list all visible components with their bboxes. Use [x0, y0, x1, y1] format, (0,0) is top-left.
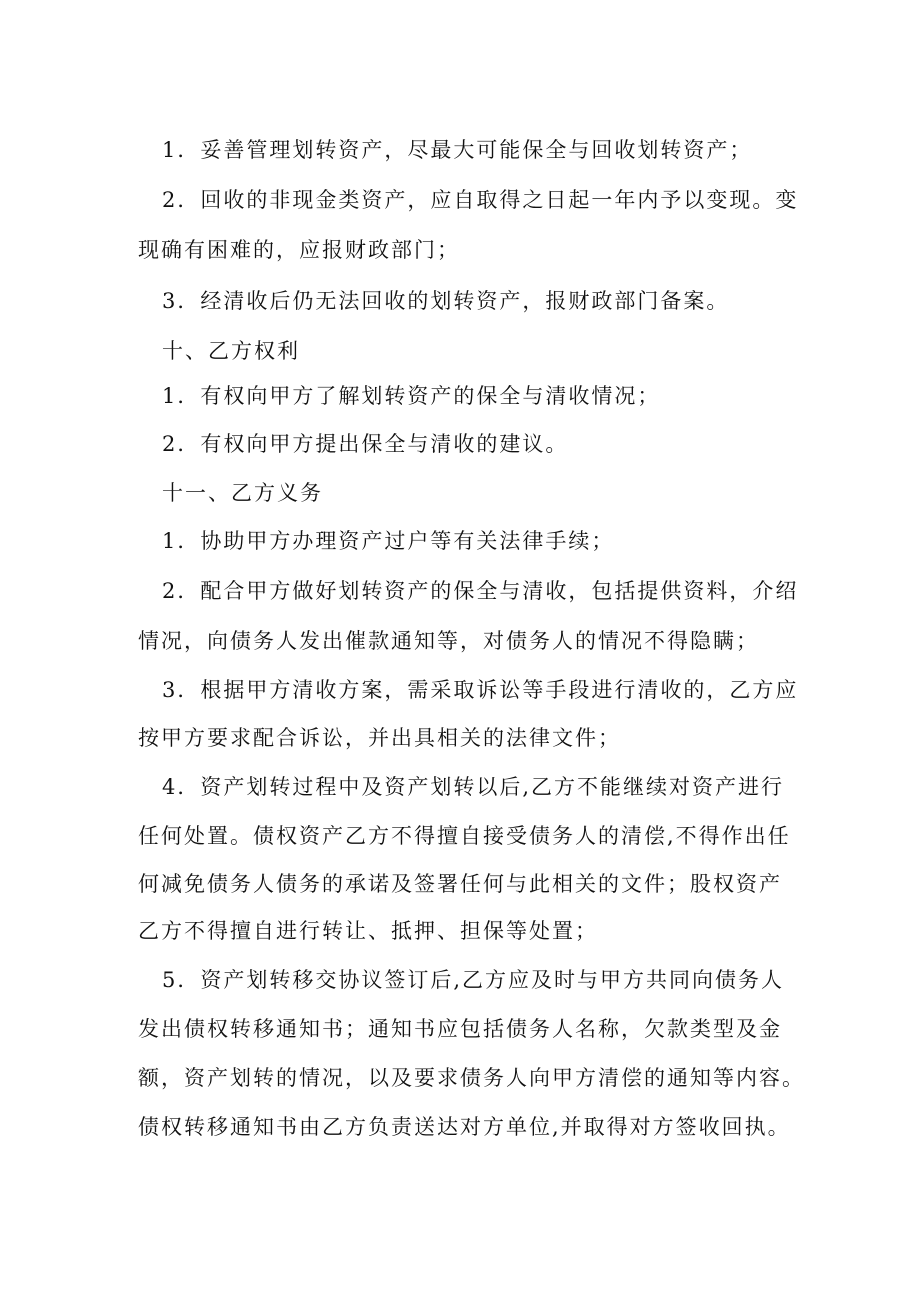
- paragraph-line: 3．经清收后仍无法回收的划转资产，报财政部门备案。: [162, 289, 730, 313]
- paragraph-line: 1．协助甲方办理资产过户等有关法律手续；: [162, 529, 615, 553]
- paragraph-line: 5．资产划转移交协议签订后,乙方应及时与甲方共同向债务人: [162, 968, 785, 992]
- paragraph-line: 任何处置。债权资产乙方不得擅自接受债务人的清偿,不得作出任: [138, 824, 791, 848]
- paragraph-line: 何减免债务人债务的承诺及签署任何与此相关的文件；股权资产: [138, 872, 782, 896]
- paragraph-line: 现确有困难的，应报财政部门；: [138, 238, 460, 262]
- paragraph-line: 1．有权向甲方了解划转资产的保全与清收情况；: [162, 384, 661, 408]
- paragraph-line: 乙方不得擅自进行转让、抵押、担保等处置；: [138, 919, 598, 943]
- section-heading: 十、乙方权利: [162, 339, 300, 363]
- paragraph-line: 债权转移通知书由乙方负责送达对方单位,并取得对方签收回执。: [138, 1115, 791, 1139]
- paragraph-line: 1．妥善管理划转资产，尽最大可能保全与回收划转资产；: [162, 138, 753, 162]
- paragraph-line: 2．回收的非现金类资产，应自取得之日起一年内予以变现。变: [162, 188, 799, 212]
- paragraph-line: 2．有权向甲方提出保全与清收的建议。: [162, 432, 569, 456]
- paragraph-line: 情况，向债务人发出催款通知等，对债务人的情况不得隐瞒；: [138, 629, 759, 653]
- paragraph-line: 额，资产划转的情况，以及要求债务人向甲方清偿的通知等内容。: [138, 1066, 805, 1090]
- paragraph-line: 2．配合甲方做好划转资产的保全与清收，包括提供资料，介绍: [162, 579, 799, 603]
- paragraph-line: 4．资产划转过程中及资产划转以后,乙方不能继续对资产进行: [162, 775, 785, 799]
- paragraph-line: 3．根据甲方清收方案，需采取诉讼等手段进行清收的，乙方应: [162, 678, 799, 702]
- section-heading: 十一、乙方义务: [162, 481, 323, 505]
- paragraph-line: 按甲方要求配合诉讼，并出具相关的法律文件；: [138, 726, 621, 750]
- paragraph-line: 发出债权转移通知书；通知书应包括债务人名称，欠款类型及金: [138, 1017, 782, 1041]
